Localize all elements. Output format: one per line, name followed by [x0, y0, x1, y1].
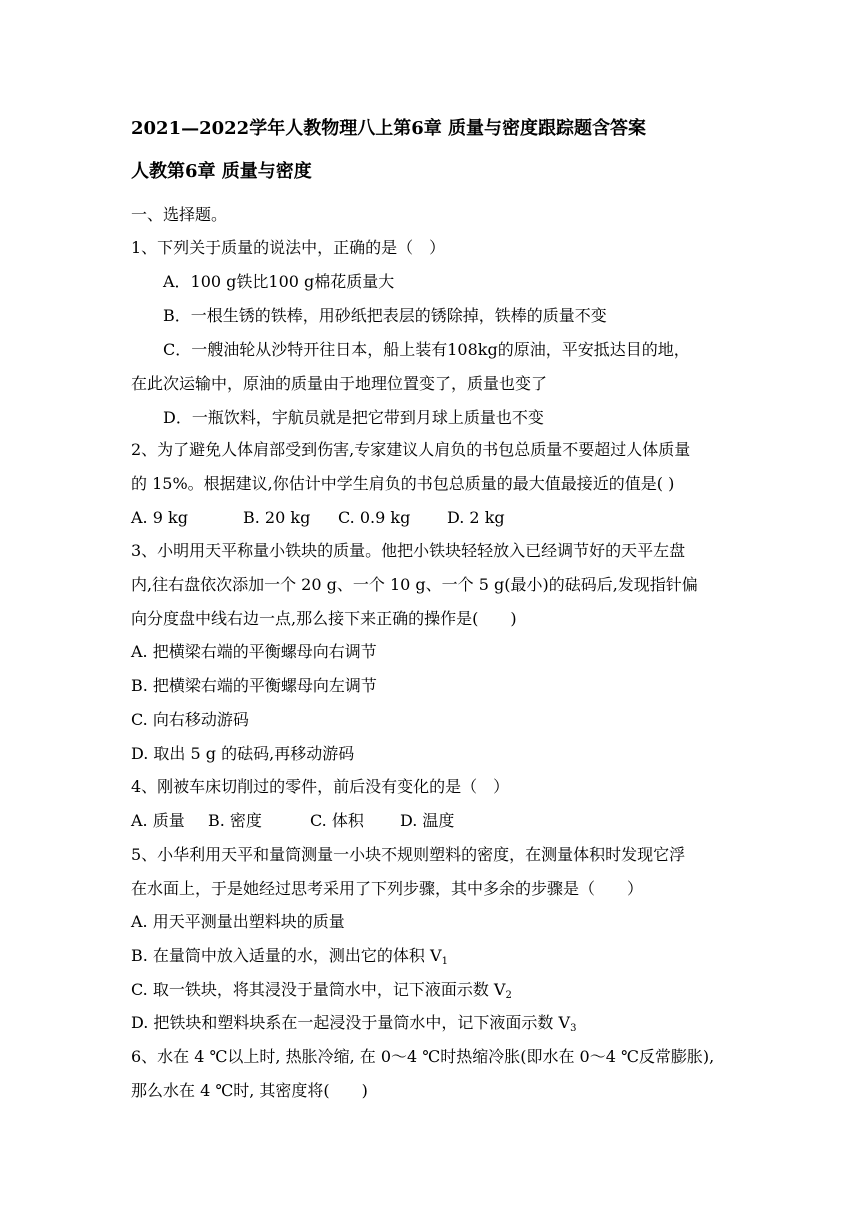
question-2-option-b: B. 20 kg — [243, 508, 311, 527]
question-5-option-a: A. 用天平测量出塑料块的质量 — [131, 912, 345, 931]
subscript-1: 1 — [441, 956, 448, 967]
question-5-option-b — [131, 946, 448, 966]
question-3-stem-line3: 向分度盘中线右边一点,那么接下来正确的操作是( ) — [131, 609, 517, 628]
question-4-option-b: B. 密度 — [208, 811, 262, 830]
question-5-option-d — [131, 1013, 576, 1033]
question-4-option-d: D. 温度 — [400, 811, 455, 830]
question-4-option-c: C. 体积 — [310, 811, 364, 830]
section-heading: 一、选择题。 — [131, 205, 228, 224]
question-4-stem: 4、刚被车床切削过的零件，前后没有变化的是（ ） — [131, 777, 510, 796]
question-1-option-b: B．一根生锈的铁棒，用砂纸把表层的锈除掉，铁棒的质量不变 — [163, 306, 607, 325]
question-6-stem-line1: 6、水在 4 ℃以上时, 热胀冷缩, 在 0～4 ℃时热缩冷胀(即水在 0～4 ℃反常膨胀), — [131, 1047, 715, 1066]
question-2-option-a: A. 9 kg — [131, 508, 188, 527]
question-2-stem-line2: 的 15%。根据建议,你估计中学生肩负的书包总质量的最大值最接近的值是( ) — [131, 474, 675, 493]
chapter-subtitle: 人教第6章 质量与密度 — [131, 161, 312, 182]
question-1-option-c-line1: C．一艘油轮从沙特开往日本，船上装有108kg的原油，平安抵达目的地， — [163, 340, 690, 359]
subscript-3: 3 — [570, 1023, 577, 1034]
question-3-stem-line2: 内,往右盘依次添加一个 20 g、一个 10 g、一个 5 g(最小)的砝码后,发现指针偏 — [131, 575, 698, 594]
question-5-option-c-text: C. 取一铁块，将其浸没于量筒水中，记下液面示数 V — [131, 980, 506, 999]
question-3-option-b: B. 把横梁右端的平衡螺母向左调节 — [131, 676, 377, 695]
subscript-2: 2 — [505, 990, 512, 1001]
question-5-option-c — [131, 980, 512, 1000]
question-5-stem-line2: 在水面上，于是她经过思考采用了下列步骤，其中多余的步骤是（ ） — [131, 879, 644, 898]
question-5-option-b-text: B. 在量筒中放入适量的水，测出它的体积 V — [131, 946, 442, 965]
question-1-stem: 1、下列关于质量的说法中，正确的是（ ） — [131, 238, 446, 257]
question-1-option-d: D．一瓶饮料，宇航员就是把它带到月球上质量也不变 — [163, 408, 544, 427]
question-4-option-a: A. 质量 — [131, 811, 185, 830]
question-3-option-d: D. 取出 5 g 的砝码,再移动游码 — [131, 744, 355, 763]
question-3-option-a: A. 把横梁右端的平衡螺母向右调节 — [131, 642, 377, 661]
question-3-stem-line1: 3、小明用天平称量小铁块的质量。他把小铁块轻轻放入已经调节好的天平左盘 — [131, 541, 686, 560]
document-title: 2021—2022学年人教物理八上第6章 质量与密度跟踪题含答案 — [131, 118, 646, 139]
question-3-option-c: C. 向右移动游码 — [131, 710, 249, 729]
question-1-option-c-line2: 在此次运输中，原油的质量由于地理位置变了，质量也变了 — [131, 374, 548, 393]
question-5-option-d-text: D. 把铁块和塑料块系在一起浸没于量筒水中，记下液面示数 V — [131, 1013, 571, 1032]
question-2-stem-line1: 2、为了避免人体肩部受到伤害,专家建议人肩负的书包总质量不要超过人体质量 — [131, 440, 691, 459]
question-1-option-a: A．100 g铁比100 g棉花质量大 — [163, 272, 395, 291]
question-2-option-c: C. 0.9 kg — [338, 508, 411, 527]
question-2-option-d: D. 2 kg — [447, 508, 505, 527]
question-5-stem-line1: 5、小华利用天平和量筒测量一小块不规则塑料的密度，在测量体积时发现它浮 — [131, 845, 686, 864]
question-6-stem-line2: 那么水在 4 ℃时, 其密度将( ) — [131, 1081, 368, 1100]
